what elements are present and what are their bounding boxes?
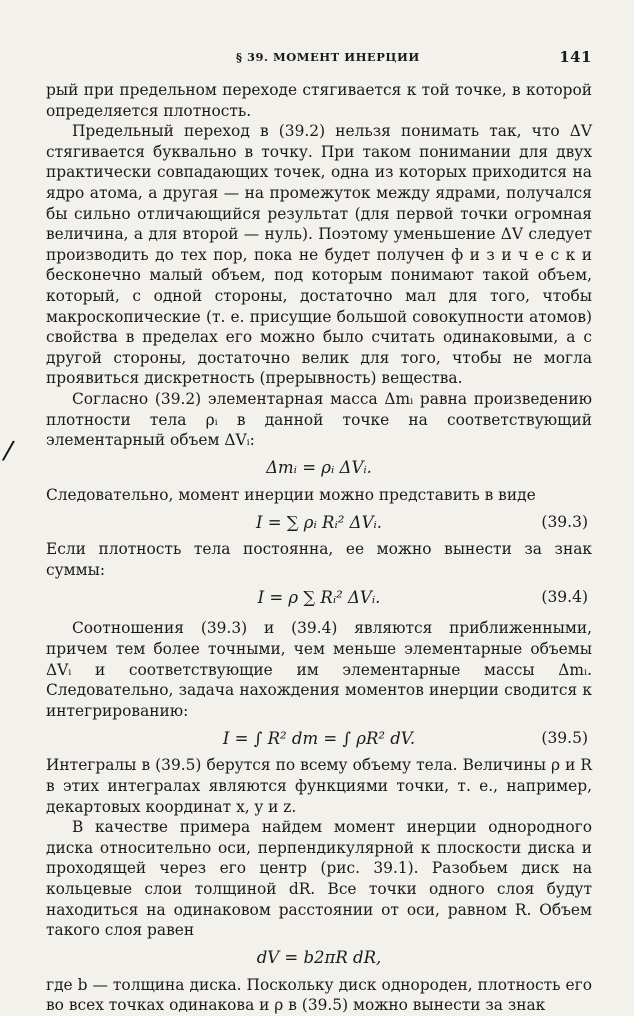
paragraph-limit-transition: Предельный переход в (39.2) нельзя понимать так, что ΔV стягивается буквально в точку. При таком понимании для двух практически совпадающих точек, одна из которых приходится на ядро атома, а другая — на промежуток между ядрами, получался бы сильно отличающийся результат (для первой точки огромная величина, а для второй — нуль). Поэтому уменьшение ΔV следует производить до тех пор, пока не будет получен ф и з и ч е с к и бесконечно малый объем, под которым понимают такой объем, который, с одной стороны, достаточно мал для того, чтобы макроскопические (т. е. присущие большой совокупности атомов) свойства в пределах его можно было считать одинаковыми, а с другой стороны, достаточно велик для того, чтобы не могла проявиться дискретность (прерывность) вещества. <box>46 122 592 388</box>
margin-pencil-mark: / <box>0 435 16 467</box>
equation-mass <box>46 451 592 485</box>
equation-39-5 <box>46 721 592 755</box>
running-header <box>46 44 592 80</box>
paragraph-approximation: Соотношения (39.3) и (39.4) являются приближенными, причем тем более точными, чем меньше элементарные объемы ΔVᵢ и соответствующие им элементарные массы Δmᵢ. Следовательно, задача нахождения моментов инерции сводится к интегрированию: <box>46 619 592 720</box>
equation-39-3-formula: I = ∑ ρᵢ Rᵢ² ΔVᵢ. <box>255 512 383 532</box>
equation-39-4-number: (39.4) <box>541 588 588 607</box>
equation-39-5-formula: I = ∫ R² dm = ∫ ρR² dV. <box>222 728 416 748</box>
paragraph-constant-density: Если плотность тела постоянна, ее можно вынести за знак суммы: <box>46 540 592 579</box>
equation-39-4-formula: I = ρ ∑ Rᵢ² ΔVᵢ. <box>257 587 381 607</box>
equation-dv <box>46 941 592 975</box>
page-number: 141 <box>559 48 592 66</box>
equation-39-5-number: (39.5) <box>541 729 588 748</box>
equation-dv-formula: dV = b2πR dR, <box>256 948 382 968</box>
equation-mass-formula: Δmᵢ = ρᵢ ΔVᵢ. <box>266 458 372 478</box>
paragraph-continuation: рый при предельном переходе стягивается к той точке, в которой определяется плотность. <box>46 81 592 120</box>
equation-39-3 <box>46 505 592 539</box>
paragraph-integrals: Интегралы в (39.5) берутся по всему объему тела. Величины ρ и R в этих интегралах являются функциями точки, т. е., например, декартовых координат x, y и z. <box>46 756 592 816</box>
paragraph-elementary-mass: Согласно (39.2) элементарная масса Δmᵢ равна произведению плотности тела ρᵢ в данной точке на соответствующий элементарный объем ΔVᵢ: <box>46 389 592 450</box>
equation-39-3-number: (39.3) <box>541 513 588 532</box>
equation-39-4 <box>46 580 592 614</box>
section-title: § 39. МОМЕНТ ИНЕРЦИИ <box>236 50 420 64</box>
paragraph-disk-example: В качестве примера найдем момент инерции однородного диска относительно оси, перпендикулярной к плоскости диска и проходящей через его центр (рис. 39.1). Разобьем диск на кольцевые слои толщиной dR. Все точки одного слоя будут находиться на одинаковом расстоянии от оси, равном R. Объем такого слоя равен <box>46 818 592 940</box>
paragraph-disk-thickness: где b — толщина диска. Поскольку диск однороден, плотность его во всех точках одинакова и ρ в (39.5) можно вынести за знак <box>46 975 592 1015</box>
paragraph-moment-representation: Следовательно, момент инерции можно представить в виде <box>46 485 536 504</box>
